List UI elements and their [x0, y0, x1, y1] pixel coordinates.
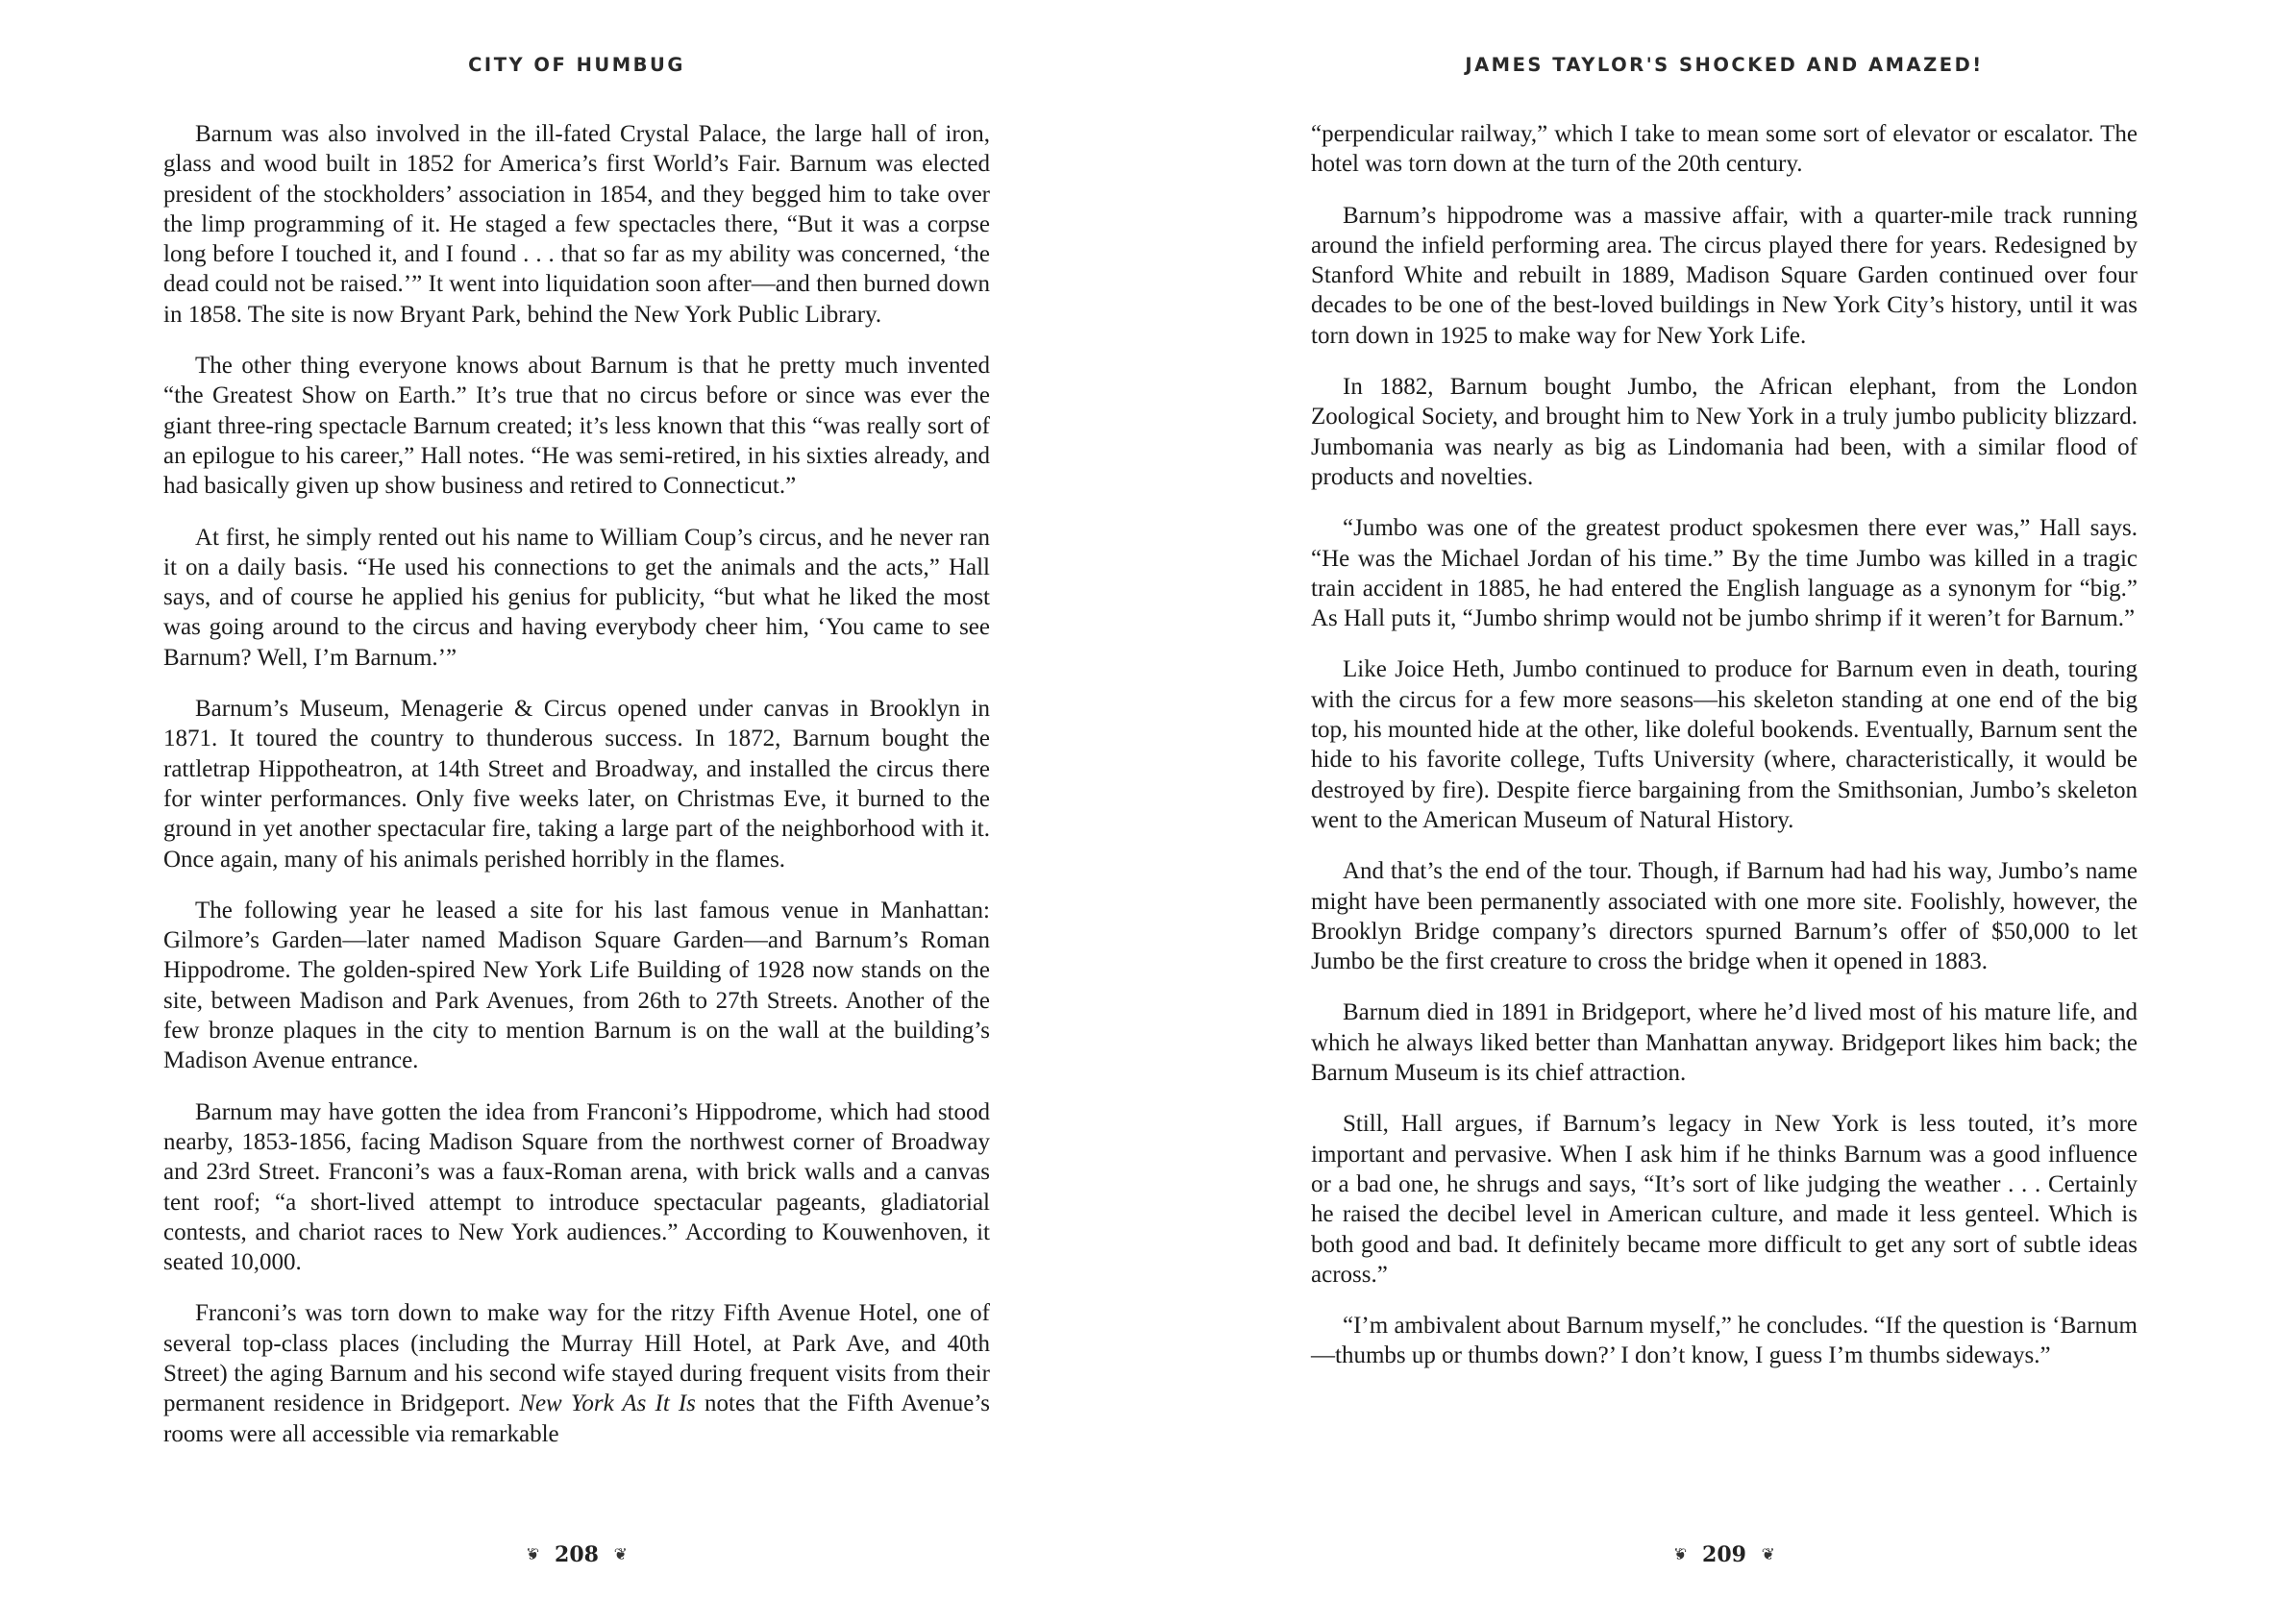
paragraph-text: The following year he leased a site for his last famous venue in Manhattan: Gilmore’s Garden—later named Madison Square Garden—and Barnum’s Roman Hippodrome. The golden-spired New York Life Building of 1928 now stands on the site, between Madison and Park Avenues, from 26th to 27th Streets. Another of the few bronze plaques in the city to mention Barnum is on the wall at the building’s Madison Avenue entrance. — [163, 897, 990, 1074]
paragraph — [163, 351, 990, 501]
paragraph-text: “Jumbo was one of the greatest product spokesmen there ever was,” Hall says. “He was the Michael Jordan of his time.” By the time Jumbo was killed in a tragic train accident in 1885, he had entered the English language as a synonym for “big.” As Hall puts it, “Jumbo shrimp would not be jumbo shrimp if it weren’t for Barnum.” — [1311, 515, 2138, 632]
paragraph — [1311, 1109, 2138, 1290]
paragraph — [163, 896, 990, 1076]
body-text — [1311, 119, 2138, 1392]
paragraph — [163, 119, 990, 330]
book-title-italic: New York As It Is — [519, 1390, 696, 1417]
paragraph — [163, 1298, 990, 1448]
paragraph — [1311, 997, 2138, 1088]
fleuron-right-icon: ❦ — [1761, 1545, 1775, 1564]
paragraph-text: In 1882, Barnum bought Jumbo, the African elephant, from the London Zoological Society, and brought him to New York in a truly jumbo publicity blizzard. Jumbomania was nearly as big as Lindomania had been, with a similar flood of products and novelties. — [1311, 374, 2138, 490]
paragraph — [163, 523, 990, 673]
running-head: JAMES TAYLOR'S SHOCKED AND AMAZED! — [1465, 54, 1984, 76]
paragraph — [1311, 1311, 2138, 1371]
page-number-value: 208 — [555, 1542, 599, 1567]
paragraph-text: The other thing everyone knows about Barnum is that he pretty much invented “the Greatest Show on Earth.” It’s true that no circus before or since was ever the giant three-ring spectacle Barnum created; it’s less known that this “was really sort of an epilogue to his career,” Hall notes. “He was semi-retired, in his sixties already, and had basically given up show business and retired to Connecticut.” — [163, 353, 990, 500]
fleuron-left-icon: ❦ — [1673, 1545, 1688, 1564]
paragraph-text: Barnum’s Museum, Menagerie & Circus opened under canvas in Brooklyn in 1871. It toured the country to thunderous success. In 1872, Barnum bought the rattletrap Hippotheatron, at 14th Street and Broadway, and installed the circus there for winter performances. Only five weeks later, on Christmas Eve, it burned to the ground in yet another spectacular fire, taking a large part of the neighborhood with it. Once again, many of his animals perished horribly in the flames. — [163, 696, 990, 873]
page-number — [1311, 1542, 2138, 1567]
fleuron-left-icon: ❦ — [526, 1545, 540, 1564]
paragraph-text: Barnum may have gotten the idea from Franconi’s Hippodrome, which had stood nearby, 1853-1856, facing Madison Square from the northwest corner of Broadway and 23rd Street. Franconi’s was a faux-Roman arena, with brick walls and a canvas tent roof; “a short-lived attempt to introduce spectacular pageants, gladiatorial contests, and chariot races to New York audiences.” According to Kouwenhoven, it seated 10,000. — [163, 1098, 990, 1276]
page-number — [163, 1542, 990, 1567]
paragraph — [1311, 372, 2138, 492]
paragraph-text: “I’m ambivalent about Barnum myself,” he concludes. “If the question is ‘Barnum—thumbs up or thumbs down?’ I don’t know, I guess I’m thumbs sideways.” — [1311, 1313, 2138, 1369]
paragraph — [1311, 513, 2138, 633]
paragraph — [1311, 119, 2138, 180]
paragraph — [1311, 856, 2138, 976]
paragraph — [1311, 654, 2138, 835]
paragraph-text: And that’s the end of the tour. Though, if Barnum had had his way, Jumbo’s name might have been permanently associated with one more site. Foolishly, however, the Brooklyn Bridge company’s directors spurned Barnum’s offer of $50,000 to let Jumbo be the first creature to cross the bridge when it opened in 1883. — [1311, 858, 2138, 975]
running-head: CITY OF HUMBUG — [468, 54, 685, 76]
paragraph-text: Like Joice Heth, Jumbo continued to produce for Barnum even in death, touring with the circus for a few more seasons—his skeleton standing at one end of the big top, his mounted hide at the other, like doleful bookends. Eventually, Barnum sent the hide to his favorite college, Tufts University (where, characteristically, it would be destroyed by fire). Despite fierce bargaining from the Smithsonian, Jumbo’s skeleton went to the American Museum of Natural History. — [1311, 656, 2138, 833]
paragraph-text: At first, he simply rented out his name to William Coup’s circus, and he never ran it on a daily basis. “He used his connections to get the animals and the acts,” Hall says, and of course he applied his genius for publicity, “but what he liked the most was going around to the circus and having everybody cheer him, ‘You came to see Barnum? Well, I’m Barnum.’” — [163, 524, 990, 671]
fleuron-right-icon: ❦ — [613, 1545, 628, 1564]
paragraph — [1311, 201, 2138, 351]
paragraph-text: Barnum died in 1891 in Bridgeport, where he’d lived most of his mature life, and which he always liked better than Manhattan anyway. Bridgeport likes him back; the Barnum Museum is its chief attraction. — [1311, 999, 2138, 1087]
paragraph-text: “perpendicular railway,” which I take to mean some sort of elevator or escalator. The hotel was torn down at the turn of the 20th century. — [1311, 121, 2138, 178]
paragraph-text: Still, Hall argues, if Barnum’s legacy in New York is less touted, it’s more important and pervasive. When I ask him if he thinks Barnum was a good influence or a bad one, he shrugs and says, “It’s sort of like judging the weather . . . Certainly he raised the decibel level in American culture, and made it less genteel. Which is both good and bad. It definitely became more difficult to get any sort of subtle ideas across.” — [1311, 1111, 2138, 1288]
page-number-value: 209 — [1702, 1542, 1746, 1567]
right-page — [1311, 0, 2138, 1624]
paragraph-text: Barnum’s hippodrome was a massive affair, with a quarter-mile track running around the infield performing area. The circus played there for years. Redesigned by Stanford White and rebuilt in 1889, Madison Square Garden continued over four decades to be one of the best-loved buildings in New York City’s history, until it was torn down in 1925 to make way for New York Life. — [1311, 202, 2138, 349]
paragraph — [163, 694, 990, 874]
paragraph-text: notes that the Fifth Avenue’s rooms were all accessible via remarkable — [163, 1390, 990, 1447]
left-page — [163, 0, 990, 1624]
paragraph — [163, 1097, 990, 1278]
paragraph-text: Barnum was also involved in the ill-fated Crystal Palace, the large hall of iron, glass and wood built in 1852 for America’s first World’s Fair. Barnum was elected president of the stockholders’ association in 1854, and they begged him to take over the limp programming of it. He staged a few spectacles there, “But it was a corpse long before I touched it, and I found . . . that so far as my ability was concerned, ‘the dead could not be raised.’” It went into liquidation soon after—and then burned down in 1858. The site is now Bryant Park, behind the New York Public Library. — [163, 121, 990, 328]
body-text — [163, 119, 990, 1470]
paragraph-text: Franconi’s was torn down to make way for the ritzy Fifth Avenue Hotel, one of several top-class places (including the Murray Hill Hotel, at Park Ave, and 40th Street) the aging Barnum and his second wife stayed during frequent visits from their permanent residence in Bridgeport. — [163, 1300, 990, 1417]
